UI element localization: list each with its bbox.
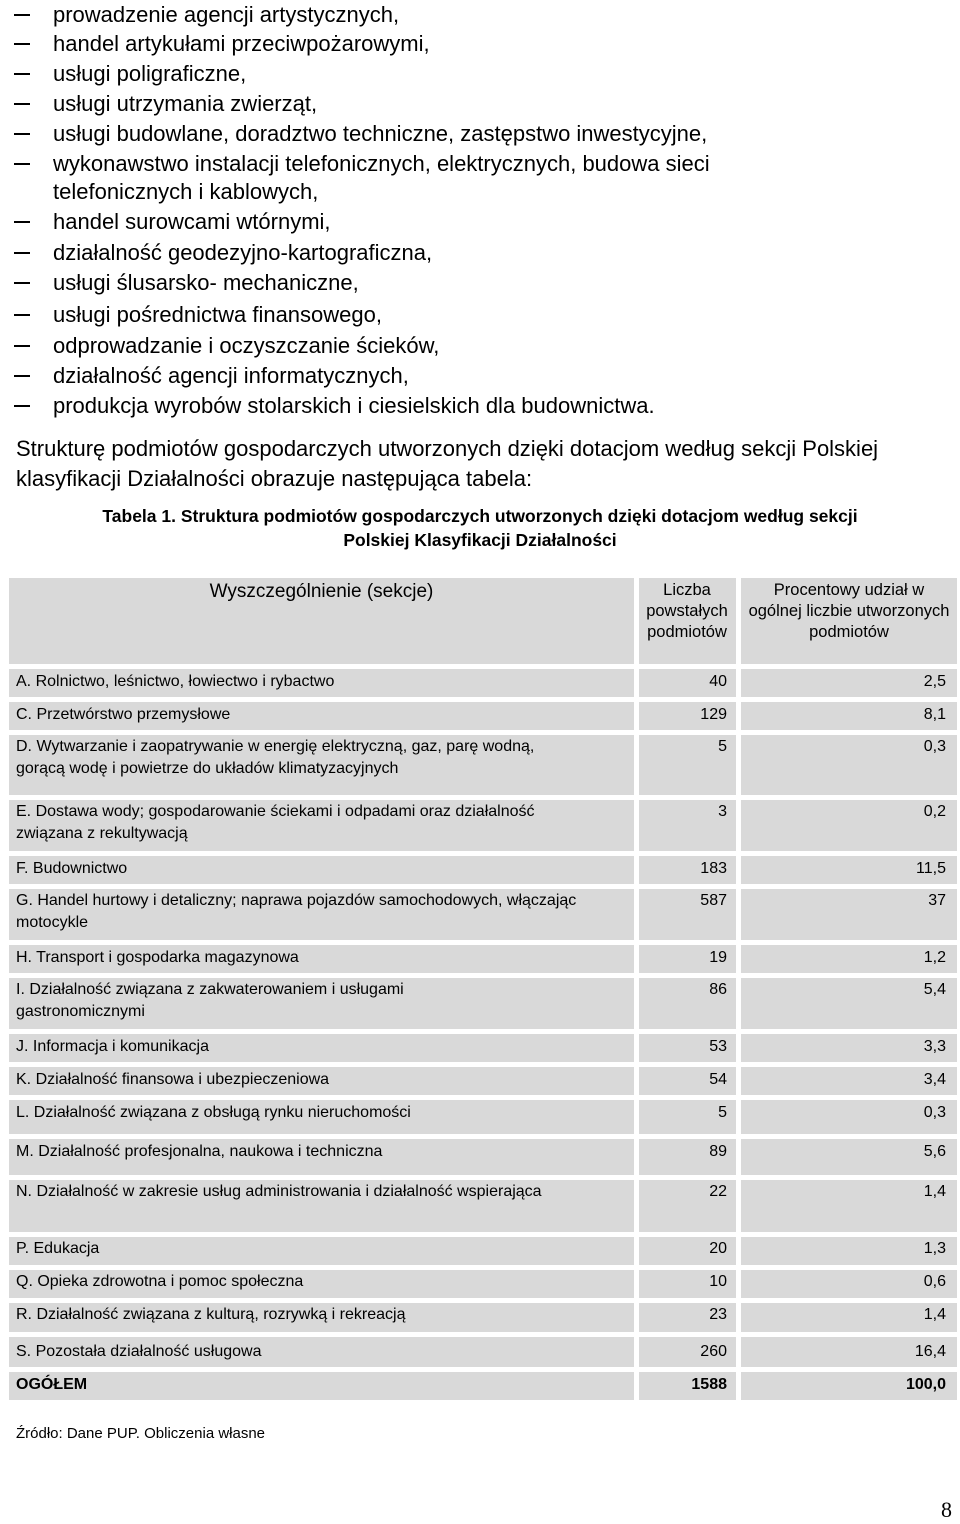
source-note: Źródło: Dane PUP. Obliczenia własne bbox=[16, 1425, 266, 1442]
table-caption-line1: Tabela 1. Struktura podmiotów gospodarczych utworzonych dzięki dotacjom według sekcji bbox=[102, 506, 858, 526]
page-number: 8 bbox=[941, 1497, 952, 1522]
intro-paragraph: Strukturę podmiotów gospodarczych utworzonych dzięki dotacjom według sekcji Polskiej klasyfikacji Działalności obrazuje następująca tabela: bbox=[16, 436, 879, 491]
header-count: Liczba powstałych podmiotów bbox=[646, 581, 728, 641]
header-section: Wyszczególnienie (sekcje) bbox=[209, 581, 434, 602]
sections-table: Wyszczególnienie (sekcje) Liczba powstałych podmiotów Procentowy udział w ogólnej liczbie utworzonych podmiotów A. Rolnictwo, leśnictwo, łowiectwo i rybactwo 40 2,5 C. Przetwórstwo przemysłowe 129 8,1 D. Wytwarzanie i zaopatrywanie w energię elektryczną, gaz, parę wodną, gorącą wodę i powietrze do układów klimatyzacyjnych 5 0,3 E. Dostawa wody; gospodarowanie ściekami i odpadami oraz działalność związana z rekultywacją 3 0,2 F. Budownictwo 183 11,5 G. Handel hurtowy i detaliczny; naprawa pojazdów samochodowych, włączając motocykle 587 37 H. Transport i gospodarka magazynowa 19 1,2 I. Działalność związana z zakwaterowaniem i usługami gastronomicznymi 86 5,4 J. Informacja i komunikacja 53 3,3 K. Działalność finansowa i ubezpieczeniowa 54 3,4 L. Działalność związana z obsługą rynku nieruchomości 5 0,3 M. Działalność profesjonalna, naukowa i techniczna 89 5,6 N. Działalność w zakresie usług administrowania i działalność wspierająca 22 1,4 P. Edukacja 20 1,3 Q. Opieka zdrowotna i pomoc społeczna 10 0,6 R. Działalność związana z kulturą, rozrywką i rekreacją 23 1,4 S. Pozostała działalność usługowa 260 16,4 OGÓŁEM 1588 100,0 bbox=[0, 0, 960, 1524]
header-share: Procentowy udział w ogólnej liczbie utworzonych podmiotów bbox=[748, 581, 950, 641]
table-caption-line2: Polskiej Klasyfikacji Działalności bbox=[343, 530, 617, 550]
